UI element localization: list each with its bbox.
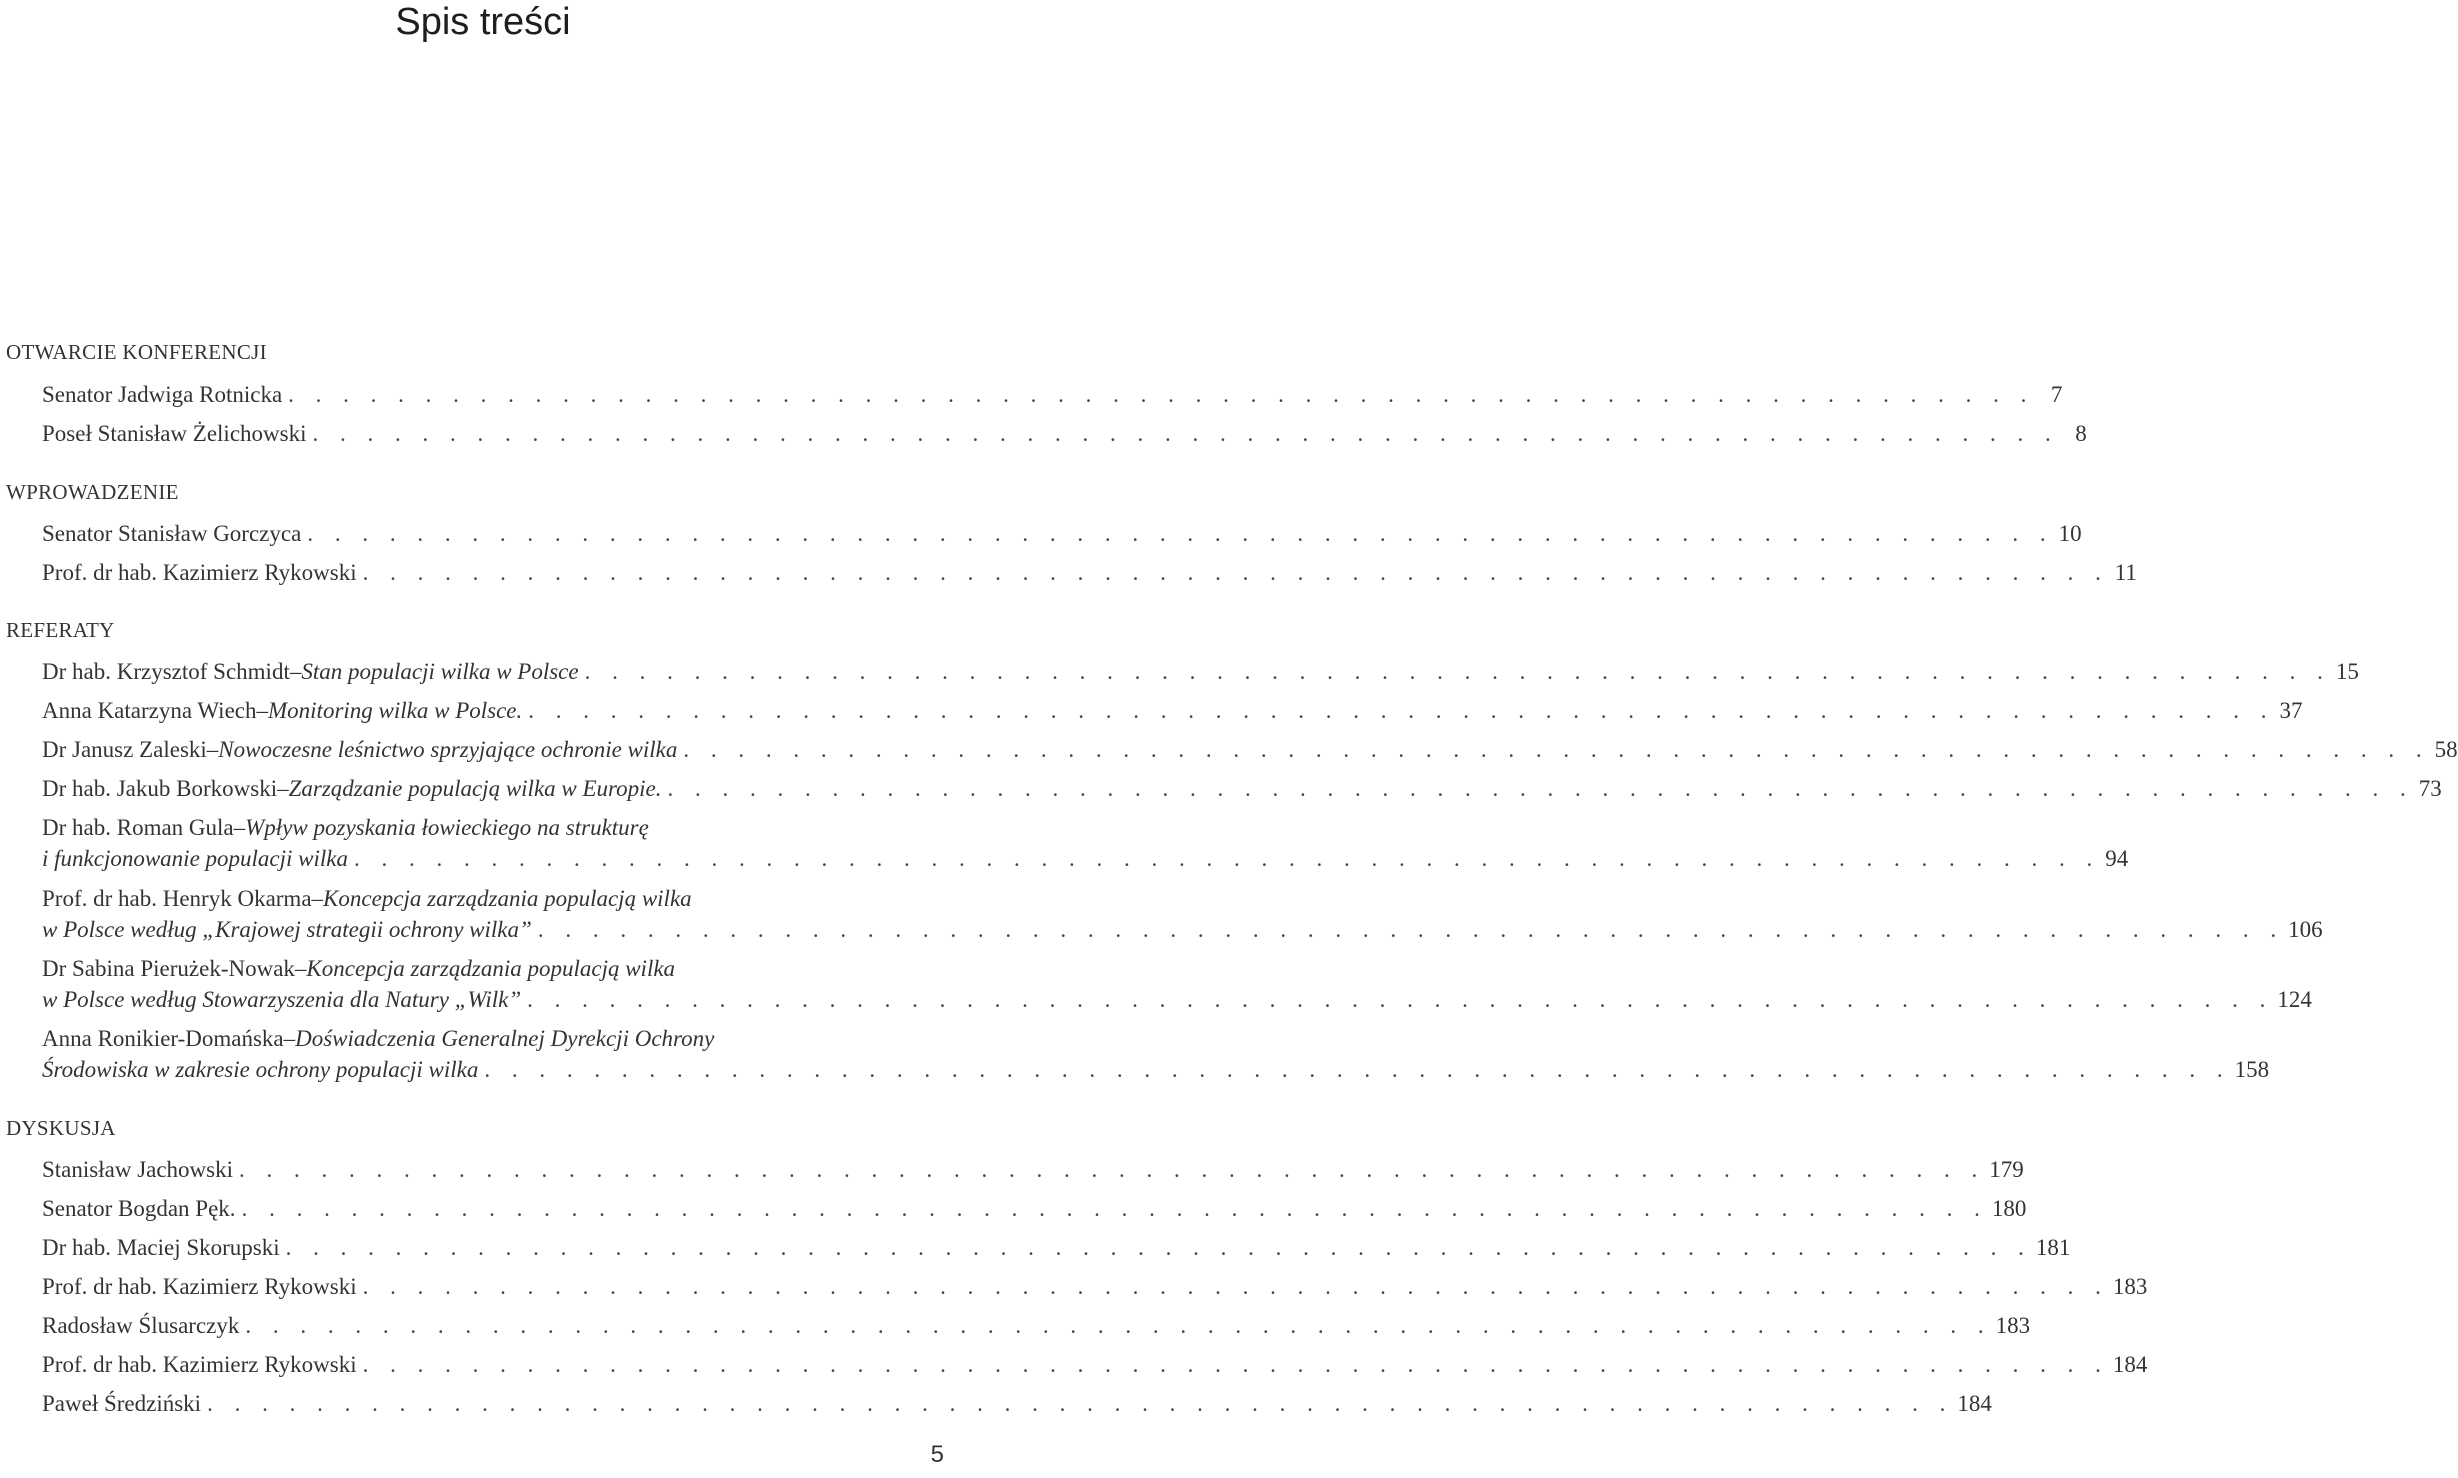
toc-entry[interactable] <box>42 1232 2071 1263</box>
entry-author: Dr Sabina Pierużek-Nowak <box>42 956 295 981</box>
entry-title-line1: Doświadczenia Generalnej Dyrekcji Ochrony <box>295 1026 715 1051</box>
entry-page-number: 183 <box>1995 1313 2031 1338</box>
toc-entry[interactable] <box>42 1310 2031 1341</box>
entry-author: Dr hab. Maciej Skorupski <box>42 1235 280 1260</box>
entry-title: Zarządzanie populacją wilka w Europie. <box>288 776 662 801</box>
entry-author: Stanisław Jachowski <box>42 1157 234 1182</box>
entry-page-number: 181 <box>2035 1235 2071 1260</box>
entry-title-line2: i funkcjonowanie populacji wilka <box>42 846 348 871</box>
dot-leader: . . . . . . . . . . . . . . . . . . . . . . . . . . . . . . . . . . . . . . . . . . . . . . . . . . . . . . . . . . . . . . . . <box>245 1313 1992 1338</box>
dot-leader: . . . . . . . . . . . . . . . . . . . . . . . . . . . . . . . . . . . . . . . . . . . . . . . . . . . . . . . . . . . . . . . . <box>537 917 2285 942</box>
entry-author: Senator Jadwiga Rotnicka <box>42 382 283 407</box>
entry-author: Prof. dr hab. Kazimierz Rykowski <box>42 1274 357 1299</box>
dot-leader: . . . . . . . . . . . . . . . . . . . . . . . . . . . . . . . . . . . . . . . . . . . . . . . . . . . . . . . . . . . . . . . . <box>207 1391 1954 1416</box>
dot-leader: . . . . . . . . . . . . . . . . . . . . . . . . . . . . . . . . . . . . . . . . . . . . . . . . . . . . . . . . . . . . . . . . <box>312 421 2059 446</box>
entry-page-number: 184 <box>1957 1391 1992 1416</box>
dot-leader: . . . . . . . . . . . . . . . . . . . . . . . . . . . . . . . . . . . . . . . . . . . . . . . . . . . . . . . . . . . . . . . . <box>354 846 2101 871</box>
dot-leader: . . . . . . . . . . . . . . . . . . . . . . . . . . . . . . . . . . . . . . . . . . . . . . . . . . . . . . . . . . . . . . . . <box>527 987 2274 1012</box>
dot-leader: . . . . . . . . . . . . . . . . . . . . . . . . . . . . . . . . . . . . . . . . . . . . . . . . . . . . . . . . . . . . . . . . <box>362 1352 2109 1377</box>
dot-leader: . . . . . . . . . . . . . . . . . . . . . . . . . . . . . . . . . . . . . . . . . . . . . . . . . . . . . . . . . . . . . . . . <box>285 1235 2032 1260</box>
entry-page-number: 58 <box>2434 737 2458 762</box>
dot-leader: . . . . . . . . . . . . . . . . . . . . . . . . . . . . . . . . . . . . . . . . . . . . . . . . . . . . . . . . . . . . . . . . <box>239 1157 1986 1182</box>
dot-leader: . . . . . . . . . . . . . . . . . . . . . . . . . . . . . . . . . . . . . . . . . . . . . . . . . . . . . . . . . . . . . . . . <box>528 698 2275 723</box>
entry-title-line1: Koncepcja zarządzania populacją wilka <box>323 886 692 911</box>
entry-author: Anna Ronikier-Domańska <box>42 1026 284 1051</box>
dash: – <box>283 1026 296 1051</box>
section-heading-wprowadzenie: WPROWADZENIE <box>6 480 179 504</box>
dash: – <box>294 956 307 981</box>
entry-page-number: 10 <box>2058 521 2082 546</box>
entry-title-line1: Wpływ pozyskania łowieckiego na strukturę <box>245 815 649 840</box>
entry-page-number: 106 <box>2288 917 2323 942</box>
toc-entry[interactable] <box>42 1193 2027 1224</box>
dot-leader: . . . . . . . . . . . . . . . . . . . . . . . . . . . . . . . . . . . . . . . . . . . . . . . . . . . . . . . . . . . . . . . . <box>584 659 2331 684</box>
section-heading-otwarcie: OTWARCIE KONFERENCJI <box>6 340 267 364</box>
entry-title-line2: w Polsce według Stowarzyszenia dla Natury „Wilk” <box>42 987 522 1012</box>
entry-page-number: 158 <box>2234 1057 2270 1082</box>
entry-author: Paweł Średziński <box>42 1391 202 1416</box>
dash: – <box>233 815 246 840</box>
dot-leader: . . . . . . . . . . . . . . . . . . . . . . . . . . . . . . . . . . . . . . . . . . . . . . . . . . . . . . . . . . . . . . . . <box>241 1196 1988 1221</box>
toc-entry[interactable] <box>42 379 2063 410</box>
entry-page-number: 8 <box>2075 421 2087 446</box>
entry-author: Dr Janusz Zaleski <box>42 737 207 762</box>
entry-title-line1: Koncepcja zarządzania populacją wilka <box>306 956 676 981</box>
entry-author: Prof. dr hab. Henryk Okarma <box>42 886 312 911</box>
dash: – <box>206 737 219 762</box>
entry-page-number: 179 <box>1989 1157 2024 1182</box>
entry-page-number: 73 <box>2418 776 2442 801</box>
entry-author: Dr hab. Roman Gula <box>42 815 234 840</box>
entry-page-number: 37 <box>2279 698 2303 723</box>
dot-leader: . . . . . . . . . . . . . . . . . . . . . . . . . . . . . . . . . . . . . . . . . . . . . . . . . . . . . . . . . . . . . . . . <box>307 521 2054 546</box>
toc-entry[interactable] <box>42 953 2312 1015</box>
section-heading-dyskusja: DYSKUSJA <box>6 1116 116 1140</box>
page-title: Spis treści <box>395 1 571 43</box>
toc-entry[interactable] <box>42 1388 1992 1419</box>
dot-leader: . . . . . . . . . . . . . . . . . . . . . . . . . . . . . . . . . . . . . . . . . . . . . . . . . . . . . . . . . . . . . . . . <box>667 776 2414 801</box>
entry-page-number: 184 <box>2112 1352 2148 1377</box>
toc-entry[interactable] <box>42 1349 2148 1380</box>
toc-entry[interactable] <box>42 695 2303 726</box>
entry-title: Stan populacji wilka w Polsce <box>301 659 579 684</box>
entry-page-number: 7 <box>2050 382 2063 407</box>
entry-author: Senator Stanisław Gorczyca <box>42 521 302 546</box>
dot-leader: . . . . . . . . . . . . . . . . . . . . . . . . . . . . . . . . . . . . . . . . . . . . . . . . . . . . . . . . . . . . . . . . <box>683 737 2430 762</box>
dash: – <box>311 886 324 911</box>
entry-title: Nowoczesne leśnictwo sprzyjające ochronie wilka <box>218 737 678 762</box>
entry-author: Senator Bogdan Pęk. <box>42 1196 236 1221</box>
toc-entry[interactable] <box>42 773 2442 804</box>
toc-entry[interactable] <box>42 418 2087 449</box>
entry-author: Dr hab. Jakub Borkowski <box>42 776 278 801</box>
toc-entry[interactable] <box>42 734 2458 765</box>
entry-page-number: 94 <box>2105 846 2129 871</box>
dash: – <box>256 698 268 723</box>
entry-author: Radosław Ślusarczyk <box>42 1313 240 1338</box>
entry-title-line2: Środowiska w zakresie ochrony populacji wilka <box>42 1057 479 1082</box>
toc-entry[interactable] <box>42 518 2082 549</box>
toc-entry[interactable] <box>42 883 2323 945</box>
entry-author: Prof. dr hab. Kazimierz Rykowski <box>42 560 357 585</box>
toc-entry[interactable] <box>42 812 2129 874</box>
entry-author: Anna Katarzyna Wiech <box>42 698 257 723</box>
dash: – <box>277 776 289 801</box>
toc-entry[interactable] <box>42 557 2137 588</box>
entry-page-number: 183 <box>2112 1274 2148 1299</box>
entry-author: Poseł Stanisław Żelichowski <box>42 421 307 446</box>
entry-page-number: 124 <box>2277 987 2312 1012</box>
toc-entry[interactable] <box>42 1023 2270 1085</box>
entry-page-number: 180 <box>1991 1196 2027 1221</box>
dot-leader: . . . . . . . . . . . . . . . . . . . . . . . . . . . . . . . . . . . . . . . . . . . . . . . . . . . . . . . . . . . . . . . . <box>362 1274 2109 1299</box>
dash: – <box>289 659 302 684</box>
entry-page-number: 15 <box>2335 659 2359 684</box>
toc-entry[interactable] <box>42 656 2359 687</box>
entry-title: Monitoring wilka w Polsce. <box>268 698 523 723</box>
page-number: 5 <box>930 1441 944 1468</box>
dot-leader: . . . . . . . . . . . . . . . . . . . . . . . . . . . . . . . . . . . . . . . . . . . . . . . . . . . . . . . . . . . . . . . . <box>362 560 2109 585</box>
entry-title-line2: w Polsce według „Krajowej strategii ochrony wilka” <box>42 917 532 942</box>
toc-entry[interactable] <box>42 1154 2024 1185</box>
entry-author: Dr hab. Krzysztof Schmidt <box>42 659 290 684</box>
entry-author: Prof. dr hab. Kazimierz Rykowski <box>42 1352 357 1377</box>
entry-page-number: 11 <box>2114 560 2137 585</box>
dot-leader: . . . . . . . . . . . . . . . . . . . . . . . . . . . . . . . . . . . . . . . . . . . . . . . . . . . . . . . . . . . . . . . . <box>484 1057 2231 1082</box>
toc-entry[interactable] <box>42 1271 2148 1302</box>
section-heading-referaty: REFERATY <box>6 618 115 642</box>
dot-leader: . . . . . . . . . . . . . . . . . . . . . . . . . . . . . . . . . . . . . . . . . . . . . . . . . . . . . . . . . . . . . . . . <box>288 382 2035 407</box>
